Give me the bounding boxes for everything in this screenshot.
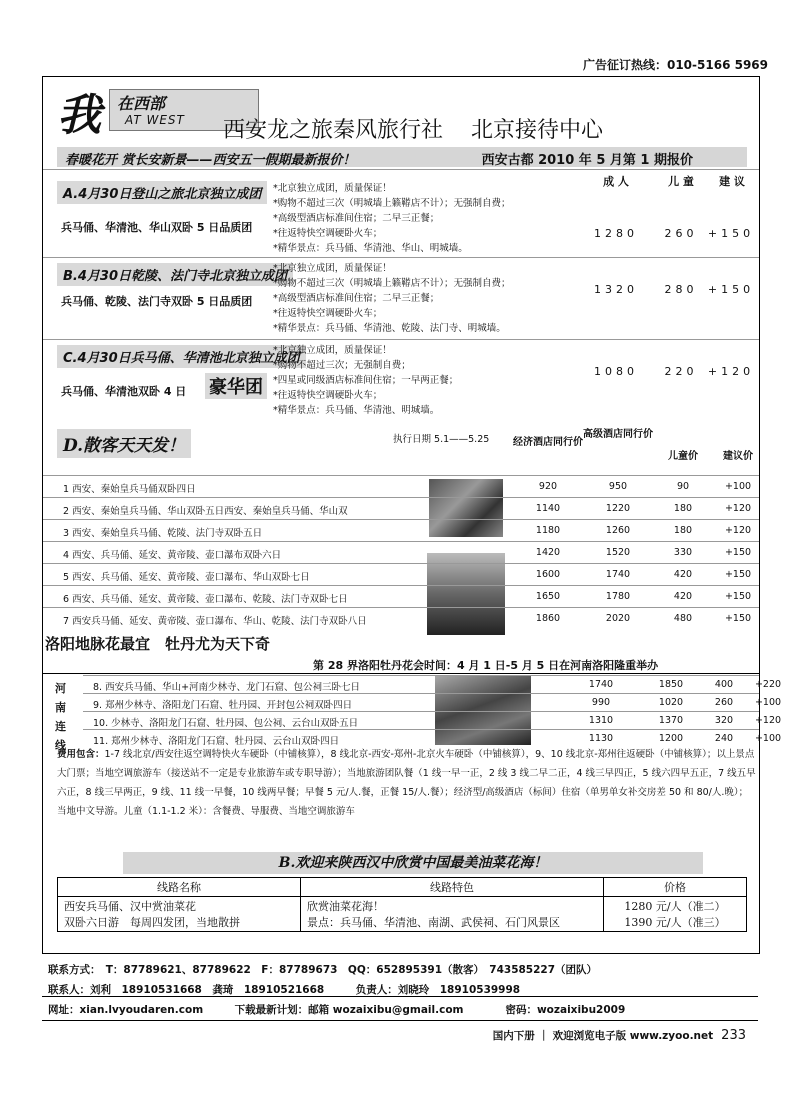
fee-description [57, 745, 757, 821]
route-cell: 10. 少林寺、洛阳龙门石窟、牡丹园、包公祠、云台山双卧五日 [93, 718, 359, 729]
route-cell: 6 西安、兵马俑、延安、黄帝陵、壶口瀑布、乾陵、法门寺双卧七日 [63, 594, 348, 605]
logo-cn: 在西部 [117, 94, 166, 113]
price-cell: 260 [714, 697, 734, 708]
tour-b-adult: 1320 [594, 283, 638, 296]
price-cell: 1850 [658, 679, 684, 690]
route-cell: 4 西安、兵马俑、延安、黄帝陵、壶口瀑布双卧六日 [63, 550, 282, 561]
divider [43, 169, 759, 170]
tour-b-suggest: +150 [707, 283, 755, 296]
table-row [83, 711, 782, 730]
feature-line: *购物不超过三次（明城墙上籁鞯店不计）；无强制自费； [273, 278, 511, 289]
contact-line-1: 联系方式： T：87789621、87789622 F：87789673 QQ：652895391（散客） 743585227（团队） [48, 964, 598, 976]
tour-b-head: B.4月30日乾陵、法门寺北京独立成团 [57, 263, 293, 286]
price-cell: +150 [724, 591, 752, 602]
divider [43, 257, 759, 258]
col-economy: 经济酒店同行价 [513, 437, 583, 448]
price-cell: 920 [538, 481, 558, 492]
price-cell: 1740 [605, 569, 631, 580]
col-premium: 高级酒店同行价 [583, 429, 653, 440]
tour-a-features [273, 181, 573, 256]
route-cell: 9. 郑州少林寺、洛阳龙门石窟、牡丹园、开封包公祠双卧四日 [93, 700, 353, 711]
price-cell: +220 [754, 679, 782, 690]
price-cell: 1860 [535, 613, 561, 624]
price-cell: 180 [673, 525, 693, 536]
route-cell: 1 西安、秦始皇兵马俑双卧四日 [63, 484, 196, 495]
section-b-band: B.欢迎来陕西汉中欣赏中国最美油菜花海！ [123, 852, 703, 874]
price-cell: 320 [714, 715, 734, 726]
feature-line: *四星或同级酒店标准间住宿；一早两正餐； [273, 375, 459, 386]
price-cell: +100 [754, 733, 782, 744]
price-line: 1390 元/人（准三） [624, 916, 726, 929]
table-row [43, 563, 759, 586]
price-cell: 1220 [605, 503, 631, 514]
contact-line-3: 网址：xian.lvyoudaren.com 下载最新计划：邮箱 wozaixibu@gmail.com 密码：wozaixibu2009 [48, 1004, 626, 1016]
section-d-period: 执行日期 5.1——5.25 [393, 434, 490, 445]
page-footer [493, 1028, 746, 1043]
feature-line: 景点：兵马俑、华清池、南湖、武侯祠、石门风景区 [307, 916, 560, 929]
price-cell: +150 [724, 569, 752, 580]
banner-slogan: 春暖花开 赏长安新景——西安五一假期最新报价！ [65, 153, 356, 168]
henan-side-label [55, 679, 66, 755]
section-d-head: D.散客天天发！ [57, 429, 191, 458]
price-cell: +100 [754, 697, 782, 708]
route-cell: 11. 郑州少林寺、洛阳龙门石窟、牡丹园、云台山双卧四日 [93, 736, 340, 747]
agency-title [223, 113, 603, 144]
price-cell: 1370 [658, 715, 684, 726]
table-row [83, 693, 782, 712]
agency-name: 西安龙之旅秦风旅行社 [223, 118, 444, 143]
tour-a-title: 兵马俑、华清池、华山双卧 5 日品质团 [61, 221, 253, 234]
price-cell: 330 [673, 547, 693, 558]
feature-line: *北京独立成团，质量保证！ [273, 263, 392, 274]
price-cell: 1200 [658, 733, 684, 744]
table-row [83, 675, 782, 694]
report-banner [57, 147, 747, 167]
tour-c-child: 220 [664, 365, 698, 378]
price-cell: +150 [724, 547, 752, 558]
price-cell: +100 [724, 481, 752, 492]
festival-note: 第 28 界洛阳牡丹花会时间：4 月 1 日-5 月 5 日在河南洛阳隆重举办 [313, 659, 659, 672]
price-cell: 1130 [588, 733, 614, 744]
price-cell: 180 [673, 503, 693, 514]
price-cell: 1180 [535, 525, 561, 536]
price-cell: 480 [673, 613, 693, 624]
table-row [58, 878, 747, 897]
price-cell [604, 897, 747, 932]
feature-line: *购物不超过三次；无强制自费； [273, 360, 411, 371]
price-cell: 420 [673, 569, 693, 580]
price-cell: 1600 [535, 569, 561, 580]
price-cell: +150 [724, 613, 752, 624]
tour-c-head: C.4月30日兵马俑、华清池北京独立成团 [57, 345, 306, 368]
price-line: 1280 元/人（准二） [624, 900, 726, 913]
feature-line: 欣赏油菜花海！ [307, 900, 384, 913]
table-row [43, 541, 759, 564]
tour-b-title: 兵马俑、乾陵、法门寺双卧 5 日品质团 [61, 295, 253, 308]
price-cell: 1310 [588, 715, 614, 726]
logo-en: AT WEST [125, 113, 185, 127]
page-number: 233 [721, 1028, 746, 1043]
table-row [58, 897, 747, 932]
price-cell: 400 [714, 679, 734, 690]
tour-c-title: 兵马俑、华清池双卧 4 日 [61, 385, 187, 398]
divider [42, 1020, 758, 1021]
tour-a-head: A.4月30日登山之旅北京独立成团 [57, 181, 267, 204]
price-cell: 1520 [605, 547, 631, 558]
feature-line: *精华景点：兵马俑、华清池、明城墙。 [273, 405, 440, 416]
tour-c-adult: 1080 [594, 365, 638, 378]
price-cell: 1260 [605, 525, 631, 536]
feature-line: *精华景点：兵马俑、华清池、乾陵、法门寺、明城墙。 [273, 323, 506, 334]
divider [42, 996, 758, 997]
table-row [43, 475, 759, 498]
price-cell: 990 [591, 697, 611, 708]
header-price: 价格 [604, 878, 747, 897]
price-cell: +120 [724, 503, 752, 514]
price-cell: +120 [754, 715, 782, 726]
feature-line: *高级型酒店标准间住宿；二早三正餐； [273, 213, 440, 224]
contact-line-2: 联系人：刘利 18910531668 龚琦 18910521668 负责人：刘晓玲 18910539998 [48, 984, 521, 996]
side-char: 连 [55, 720, 66, 733]
price-cell: 240 [714, 733, 734, 744]
col-adult: 成 人 [603, 175, 629, 188]
price-cell: 1020 [658, 697, 684, 708]
col-child: 儿 童 [668, 175, 694, 188]
table-row [43, 497, 759, 520]
route-cell: 8. 西安兵马俑、华山+河南少林寺、龙门石窟、包公祠三卧七日 [93, 682, 361, 693]
fee-text: 1-7 线北京/西安往返空调特快火车硬卧（中铺核算），8 线北京-西安-郑州-北京火车硬卧（中铺核算），9、10 线北京-郑州往返硬卧（中铺核算）；以上景点大门票；当地空调旅游车（接送站不一定是专业旅游车或专职导游）；当地旅游团队餐（1 线一早一正，2 线 3 线二早二正，4 线三早四正，5 线六四早五正，7 线五早六正，8 线三早两正，9 线、11 线一早餐，10 线两早餐；早餐 5 元/人.餐，正餐 15/人.餐）；经济型/高级酒店（标间）住宿（单男单女补交房差 50 和 80/人.晚）；当地中文导游。儿童（1.1-1.2 米）：含餐费、导服费、当地空调旅游车 [57, 749, 756, 817]
deluxe-tag: 豪华团 [205, 373, 267, 399]
price-cell: 90 [676, 481, 690, 492]
tour-a-adult: 1280 [594, 227, 638, 240]
route-cell: 5 西安、兵马俑、延安、黄帝陵、壶口瀑布、华山双卧七日 [63, 572, 310, 583]
route-cell: 7 西安兵马俑、延安、黄帝陵、壶口瀑布、华山、乾陵、法门寺双卧八日 [63, 616, 367, 627]
divider [43, 339, 759, 340]
fee-label: 费用包含： [57, 749, 105, 760]
feature-line: *往返特快空调硬卧火车； [273, 308, 383, 319]
luoyang-title: 洛阳地脉花最宜 牡丹尤为天下奇 [45, 635, 271, 653]
price-cell: 1420 [535, 547, 561, 558]
price-cell: +120 [724, 525, 752, 536]
tour-c-features [273, 343, 573, 418]
table-row [43, 607, 759, 630]
footer-text: 国内下册 ｜ 欢迎浏览电子版 www.zyoo.net [492, 1030, 714, 1042]
side-char: 线 [55, 739, 66, 752]
agency-center: 北京接待中心 [471, 118, 604, 143]
header-name: 线路名称 [58, 878, 301, 897]
price-cell: 1650 [535, 591, 561, 602]
feature-line: *高级型酒店标准间住宿；二早三正餐； [273, 293, 440, 304]
feature-line: *精华景点：兵马俑、华清池、华山、明城墙。 [273, 243, 468, 254]
header-feature: 线路特色 [301, 878, 604, 897]
logo-brush-char: 我 [57, 90, 101, 141]
col-child-price: 儿童价 [668, 451, 698, 462]
section-b-table [57, 877, 747, 932]
tour-a-suggest: +150 [707, 227, 755, 240]
divider [43, 673, 759, 674]
feature-line: *购物不超过三次（明城墙上籁鞯店不计）；无强制自费； [273, 198, 511, 209]
route-cell: 3 西安、秦始皇兵马俑、乾陵、法门寺双卧五日 [63, 528, 263, 539]
route-name-line: 西安兵马俑、汉中赏油菜花 [64, 900, 196, 913]
route-cell: 2 西安、秦始皇兵马俑、华山双卧五日西安、秦始皇兵马俑、华山双 [63, 506, 348, 517]
main-frame [42, 76, 782, 954]
table-row [43, 585, 759, 608]
side-char: 南 [55, 701, 66, 714]
price-cell: 950 [608, 481, 628, 492]
col-suggest-price: 建议价 [723, 451, 753, 462]
table-row [43, 519, 759, 542]
price-cell: 1140 [535, 503, 561, 514]
feature-line: *往返特快空调硬卧火车； [273, 390, 383, 401]
tour-b-child: 280 [664, 283, 698, 296]
tour-a-child: 260 [664, 227, 698, 240]
feature-line: *北京独立成团，质量保证！ [273, 345, 392, 356]
col-suggest: 建 议 [719, 175, 745, 188]
price-cell: 2020 [605, 613, 631, 624]
route-name-cell [58, 897, 301, 932]
tour-c-suggest: +120 [707, 365, 755, 378]
feature-line: *北京独立成团，质量保证！ [273, 183, 392, 194]
price-cell: 420 [673, 591, 693, 602]
price-cell: 1740 [588, 679, 614, 690]
route-feature-cell [301, 897, 604, 932]
route-name-line: 双卧六日游 每周四发团，当地散拼 [64, 916, 240, 929]
tour-b-features [273, 261, 573, 336]
price-cell: 1780 [605, 591, 631, 602]
ad-hotline: 广告征订热线：010-5166 5969 [582, 58, 768, 72]
header [43, 77, 759, 147]
feature-line: *往返特快空调硬卧火车； [273, 228, 383, 239]
side-char: 河 [55, 682, 66, 695]
banner-report: 西安古都 2010 年 5 月第 1 期报价 [481, 153, 693, 168]
